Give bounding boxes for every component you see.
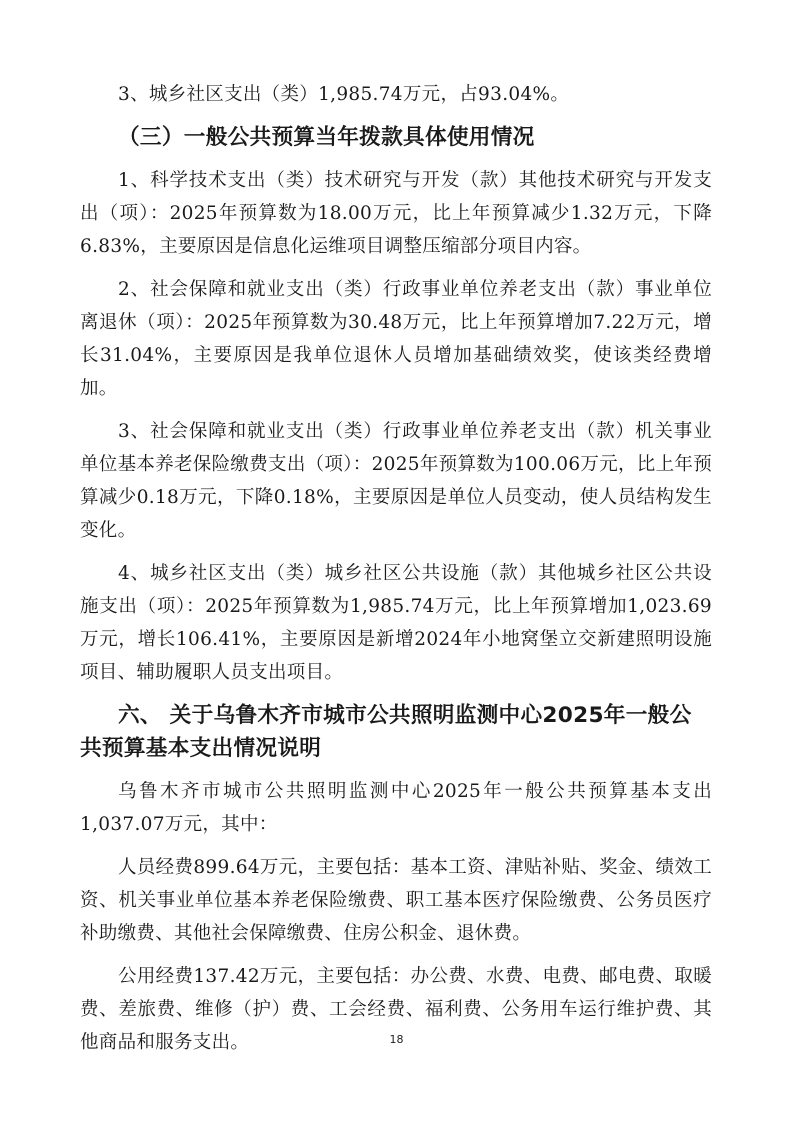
page-number: 18 xyxy=(389,1033,404,1046)
section-heading-basic-expenditure: 六、 关于乌鲁木齐市城市公共照明监测中心2025年一般公共预算基本支出情况说明 xyxy=(80,703,692,761)
paragraph-urban-rural-share: 3、城乡社区支出（类）1,985.74万元，占93.04%。 xyxy=(118,84,570,105)
paragraph-science-tech-expenditure: 1、科学技术支出（类）技术研究与开发（款）其他技术研究与开发支出（项）：2025年预算数为18.00万元，比上年预算减少1.32万元，下降6.83%，主要原因是信息化运维项目调整压缩部分项目内容。 xyxy=(80,170,712,257)
paragraph-retirement-expenditure: 2、社会保障和就业支出（类）行政事业单位养老支出（款）事业单位离退休（项）：2025年预算数为30.48万元，比上年预算增加7.22万元，增长31.04%，主要原因是我单位退休人员增加基础绩效奖，使该类经费增加。 xyxy=(80,279,712,399)
paragraph-public-facilities-expenditure: 4、城乡社区支出（类）城乡社区公共设施（款）其他城乡社区公共设施支出（项）：2025年预算数为1,985.74万元，比上年预算增加1,023.69万元，增长106.41%，主要原因是新增2024年小地窝堡立交新建照明设施项目、辅助履职人员支出项目。 xyxy=(80,563,712,683)
paragraph-public-expenses: 公用经费137.42万元，主要包括：办公费、水费、电费、邮电费、取暖费、差旅费、维修（护）费、工会经费、福利费、公务用车运行维护费、其他商品和服务支出。 xyxy=(80,966,712,1053)
section-heading-current-year-allocation: （三）一般公共预算当年拨款具体使用情况 xyxy=(118,125,535,150)
page-content xyxy=(80,78,712,1059)
paragraph-pension-insurance-expenditure: 3、社会保障和就业支出（类）行政事业单位养老支出（款）机关事业单位基本养老保险缴费支出（项）：2025年预算数为100.06万元，比上年预算减少0.18万元，下降0.18%，主要原因是单位人员变动，使人员结构发生变化。 xyxy=(80,421,712,541)
paragraph-personnel-expenses: 人员经费899.64万元，主要包括：基本工资、津贴补贴、奖金、绩效工资、机关事业单位基本养老保险缴费、职工基本医疗保险缴费、公务员医疗补助缴费、其他社会保障缴费、住房公积金、退休费。 xyxy=(80,857,712,944)
paragraph-basic-expenditure-total: 乌鲁木齐市城市公共照明监测中心2025年一般公共预算基本支出1,037.07万元，其中： xyxy=(80,781,712,835)
